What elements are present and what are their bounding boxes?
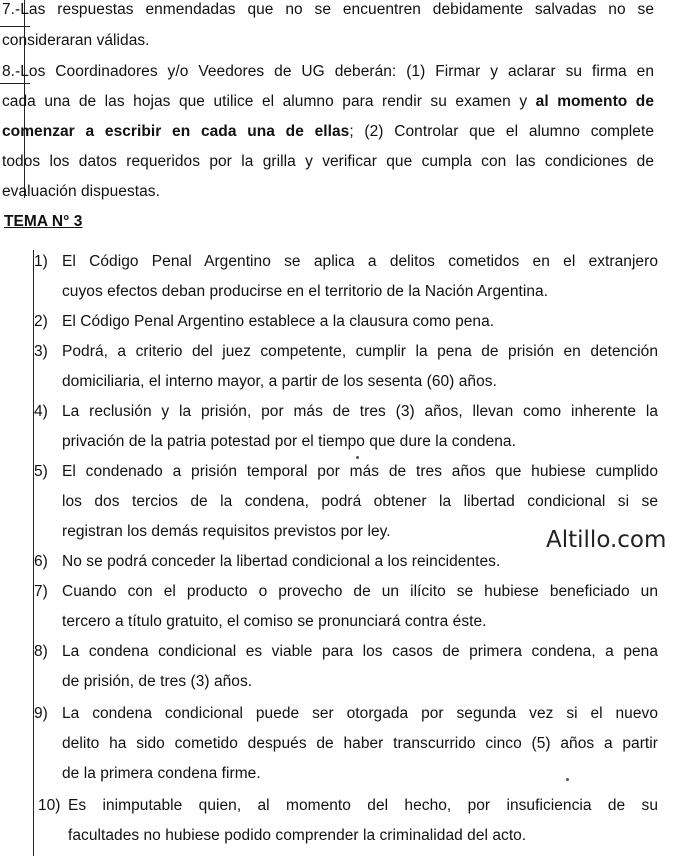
speck [356,456,359,459]
speck [566,778,569,781]
rule-mark-8 [0,83,30,84]
question-line: privación de la patria potestad por el tiempo que dure la condena. [62,433,516,450]
question-number: 8) [34,643,48,660]
question-line: Cuando con el producto o provecho de un ilícito se hubiese beneficiado un [62,583,658,600]
rule-7-line-2: consideraran válidas. [2,32,150,49]
rule-8-line-2: cada una de las hojas que utilice el alumno para rendir su examen y al momento de [2,93,654,110]
question-line: Es inimputable quien, al momento del hecho, por insuficiencia de su [68,797,658,814]
rule-8-line-5: evaluación dispuestas. [2,183,160,200]
question-number: 6) [34,553,48,570]
question-line: El Código Penal Argentino se aplica a delitos cometidos en el extranjero [62,253,658,270]
rule-8-line-1: 8.-Los Coordinadores y/o Veedores de UG deberán: (1) Firmar y aclarar su firma en [2,63,654,80]
question-line: No se podrá conceder la libertad condicional a los reincidentes. [62,553,501,570]
question-number: 10) [38,797,61,814]
question-line: registran los demás requisitos previstos por ley. [62,523,391,540]
rule-7-line-1: 7.-Las respuestas enmendadas que no se encuentren debidamente salvadas no se [2,1,654,18]
rule-mark-7 [0,26,30,27]
question-number: 4) [34,403,48,420]
rule-8-line-4: todos los datos requeridos por la grilla y verificar que cumpla con las condiciones de [2,153,654,170]
question-line: facultades no hubiese podido comprender la criminalidad del acto. [68,827,527,844]
question-line: delito ha sido cometido después de haber transcurrido cinco (5) años a partir [62,735,658,752]
rule-8-line-3: comenzar a escribir en cada una de ellas; (2) Controlar que el alumno complete [2,123,654,140]
question-line: El condenado a prisión temporal por más de tres años que hubiese cumplido [62,463,658,480]
question-number: 9) [34,705,48,722]
question-line: Podrá, a criterio del juez competente, cumplir la pena de prisión en detención [62,343,658,360]
question-line: de la primera condena firme. [62,765,261,782]
question-line: La condena condicional puede ser otorgada por segunda vez si el nuevo [62,705,658,722]
question-number: 2) [34,313,48,330]
question-line: los dos tercios de la condena, podrá obtener la libertad condicional si se [62,493,658,510]
question-line: La condena condicional es viable para los casos de primera condena, a pena [62,643,658,660]
question-line: El Código Penal Argentino establece a la clausura como pena. [62,313,495,330]
watermark: Altillo.com [546,527,667,553]
question-number: 5) [34,463,48,480]
question-number: 7) [34,583,48,600]
question-line: de prisión, de tres (3) años. [62,673,253,690]
topic-heading: TEMA N° 3 [4,213,83,230]
question-line: domiciliaria, el interno mayor, a partir de los sesenta (60) años. [62,373,497,390]
question-line: La reclusión y la prisión, por más de tres (3) años, llevan como inherente la [62,403,658,420]
question-number: 1) [34,253,48,270]
question-number: 3) [34,343,48,360]
question-line: cuyos efectos deban producirse en el territorio de la Nación Argentina. [62,283,549,300]
question-line: tercero a título gratuito, el comiso se pronunciará contra éste. [62,613,487,630]
